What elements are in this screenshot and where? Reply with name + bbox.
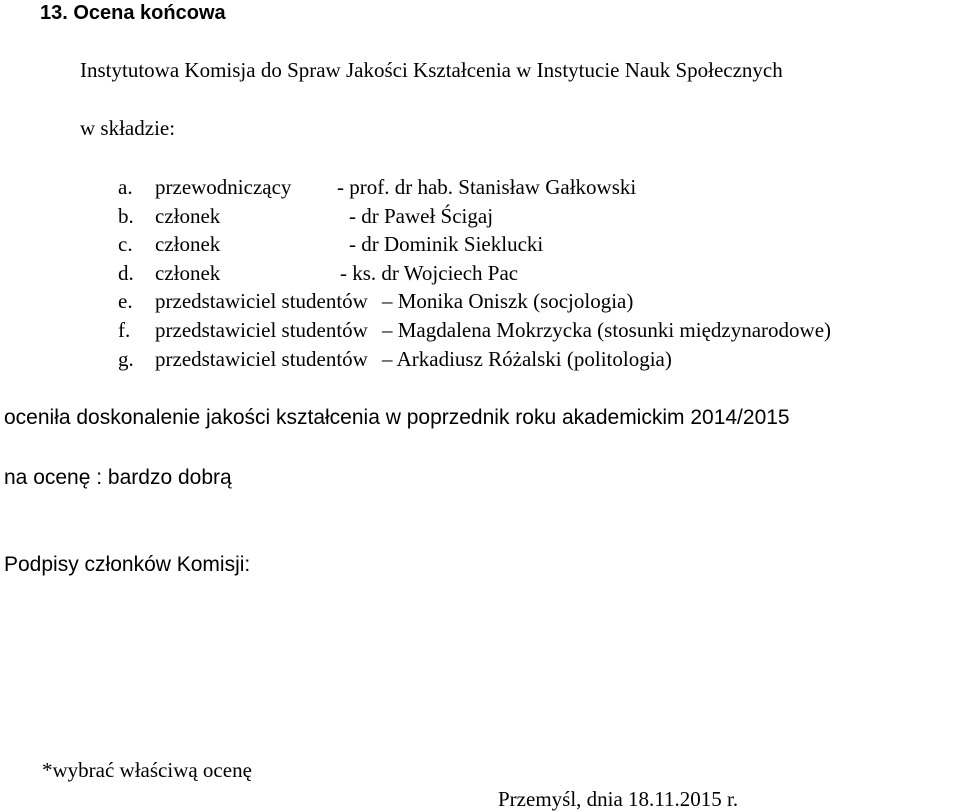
member-name: – Arkadiusz Różalski (politologia) [382,346,672,371]
member-letter: d. [118,260,134,285]
member-role: przewodniczący [155,175,292,199]
place-date: Przemyśl, dnia 18.11.2015 r. [498,787,739,811]
member-role: przedstawiciel studentów [155,317,368,342]
member-letter: c. [118,232,133,257]
member-name: - dr Paweł Ścigaj [349,203,494,228]
member-name: - ks. dr Wojciech Pac [340,260,519,285]
member-letter: b. [118,203,134,228]
signatures-label: Podpisy członków Komisji: [4,553,251,576]
footnote: *wybrać właściwą ocenę [42,758,252,782]
grade-value: na ocenę : bardzo dobrą [4,466,232,489]
member-role: przedstawiciel studentów [155,346,368,371]
member-role: członek [155,260,221,285]
member-letter: g. [118,346,134,371]
section-heading: 13. Ocena końcowa [40,2,226,24]
member-name: – Magdalena Mokrzycka (stosunki międzynarodowe) [382,317,832,342]
member-letter: f. [118,317,131,342]
assessment-statement: oceniła doskonalenie jakości kształcenia w poprzednik roku akademickim 2014/2015 [4,406,790,429]
committee-name: Instytutowa Komisja do Spraw Jakości Kształcenia w Instytucie Nauk Społecznych [80,58,783,82]
composition-label: w składzie: [80,116,176,140]
member-role: przedstawiciel studentów [155,289,368,314]
member-name: – Monika Oniszk (socjologia) [382,289,634,314]
member-letter: e. [118,289,133,314]
member-role: członek [155,203,221,228]
member-role: członek [155,232,221,257]
member-name: - prof. dr hab. Stanisław Gałkowski [337,175,637,199]
member-letter: a. [118,175,133,199]
member-name: - dr Dominik Sieklucki [349,232,544,257]
